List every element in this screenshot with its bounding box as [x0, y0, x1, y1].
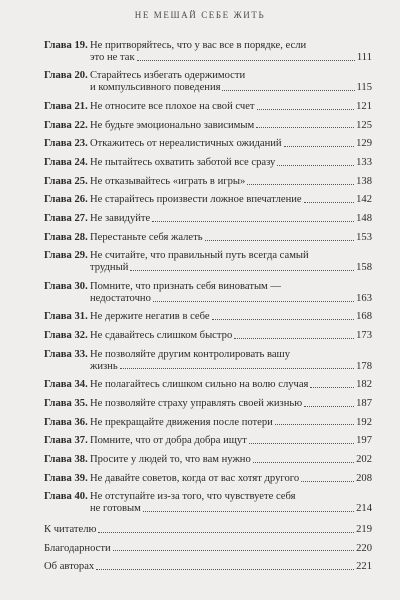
- chapter-label: [44, 101, 90, 113]
- back-matter-title: К читателю: [44, 523, 97, 535]
- toc-entry: [44, 82, 372, 94]
- chapter-word: Глава: [44, 231, 72, 243]
- chapter-word: Глава: [44, 472, 72, 484]
- toc-entry-main: [44, 293, 356, 305]
- chapter-title: жизнь: [90, 360, 118, 372]
- chapter-title: Просите у людей то, что вам нужно: [90, 454, 251, 466]
- toc-entry: [44, 101, 372, 113]
- toc-entry-main: [44, 330, 356, 342]
- page-number: 133: [356, 157, 372, 169]
- chapter-number: 31.: [74, 311, 88, 323]
- chapter-label: [44, 491, 90, 503]
- chapter-number: 33.: [74, 348, 88, 360]
- chapter-label: [44, 70, 90, 82]
- chapter-title: Не позволяйте страху управлять своей жизнью: [90, 397, 303, 409]
- chapter-word: Глава: [44, 348, 72, 360]
- chapter-number: 29.: [74, 250, 88, 262]
- chapter-word: Глава: [44, 100, 72, 112]
- chapter-title: и компульсивного поведения: [90, 82, 221, 94]
- chapter-label: [44, 361, 90, 373]
- page-number: 173: [356, 330, 372, 342]
- toc-entry: [44, 250, 372, 262]
- toc-entry: [44, 473, 372, 485]
- chapter-number: 35.: [74, 397, 88, 409]
- toc-entry: [44, 120, 372, 132]
- dot-leader: [249, 435, 354, 444]
- page-number: 115: [356, 82, 372, 94]
- chapter-label: [44, 398, 90, 410]
- chapter-number: 25.: [74, 175, 88, 187]
- chapter-title: Не считайте, что правильный путь всегда самый: [90, 250, 309, 262]
- dot-leader: [284, 138, 355, 147]
- toc-entry-main: [44, 120, 356, 132]
- page-number: 214: [356, 503, 372, 515]
- toc-entry-main: [44, 561, 356, 573]
- chapter-word: Глава: [44, 435, 72, 447]
- chapter-label: [44, 262, 90, 274]
- chapter-number: 34.: [74, 379, 88, 391]
- toc-entry: [44, 70, 372, 82]
- page-number: 187: [356, 397, 372, 409]
- toc-entry-main: [44, 454, 356, 466]
- dot-leader: [247, 176, 354, 185]
- page-number: 208: [356, 472, 372, 484]
- dot-leader: [137, 52, 355, 61]
- toc-entry: [44, 213, 372, 225]
- chapter-word: Глава: [44, 119, 72, 131]
- chapter-word: Глава: [44, 416, 72, 428]
- page-number: 158: [356, 262, 372, 274]
- chapter-word: Глава: [44, 157, 72, 169]
- back-matter-title: Благодарности: [44, 542, 111, 554]
- chapter-label: [44, 473, 90, 485]
- chapter-number: 23.: [74, 138, 88, 150]
- dot-leader: [304, 398, 354, 407]
- page-number: 121: [356, 100, 372, 112]
- chapter-label: [44, 293, 90, 305]
- back-matter-entry: [44, 543, 372, 555]
- chapter-title: Не будьте эмоционально зависимым: [90, 119, 255, 131]
- chapter-word: Глава: [44, 70, 72, 82]
- chapter-word: Глава: [44, 311, 72, 323]
- toc-entry-main: [44, 176, 356, 188]
- page-number: 125: [356, 119, 372, 131]
- toc-entry-main: [44, 250, 372, 262]
- toc-entry-main: [44, 361, 356, 373]
- chapter-label: [44, 435, 90, 447]
- toc-entry-main: [44, 435, 356, 447]
- chapter-label: [44, 82, 90, 94]
- page-number: 202: [356, 454, 372, 466]
- chapter-number: 37.: [74, 435, 88, 447]
- toc-entry-main: [44, 311, 356, 323]
- chapter-label: [44, 176, 90, 188]
- page-number: 163: [356, 292, 372, 304]
- dot-leader: [205, 232, 355, 241]
- chapter-label: [44, 232, 90, 244]
- chapter-title: Не пытайтесь охватить заботой все сразу: [90, 157, 276, 169]
- chapter-word: Глава: [44, 40, 72, 51]
- chapter-number: 40.: [74, 491, 88, 503]
- toc-entry-main: [44, 82, 357, 94]
- toc-entry: [44, 330, 372, 342]
- chapter-label: [44, 120, 90, 132]
- page-number: 129: [356, 138, 372, 150]
- toc-entry-main: [44, 398, 356, 410]
- page-number: 178: [356, 360, 372, 372]
- page-number: 168: [356, 311, 372, 323]
- dot-leader: [277, 157, 354, 166]
- chapter-number: 21.: [74, 100, 88, 112]
- page-number: 148: [356, 213, 372, 225]
- chapter-word: Глава: [44, 175, 72, 187]
- chapter-number: 24.: [74, 157, 88, 169]
- dot-leader: [98, 524, 354, 533]
- chapter-word: Глава: [44, 280, 72, 292]
- toc-entry: [44, 349, 372, 361]
- toc-entry-main: [44, 138, 356, 150]
- toc-entry-main: [44, 40, 372, 52]
- chapter-label: [44, 379, 90, 391]
- page-number: 220: [356, 542, 372, 554]
- dot-leader: [253, 454, 354, 463]
- dot-leader: [130, 262, 354, 271]
- chapter-label: [44, 281, 90, 293]
- toc-entry-main: [44, 503, 356, 515]
- dot-leader: [275, 417, 354, 426]
- toc-entry-main: [44, 213, 356, 225]
- chapter-label: [44, 194, 90, 206]
- dot-leader: [256, 120, 354, 129]
- chapter-number: 32.: [74, 330, 88, 342]
- chapter-title: Не отступайте из-за того, что чувствуете себя: [90, 491, 296, 503]
- toc-entry: [44, 52, 372, 64]
- page-number: 192: [356, 416, 372, 428]
- dot-leader: [212, 311, 355, 320]
- toc-entry-main: [44, 52, 357, 64]
- toc-entry-main: [44, 379, 356, 391]
- chapter-title: не готовым: [90, 503, 141, 515]
- dot-leader: [257, 101, 355, 110]
- chapter-label: [44, 250, 90, 262]
- toc-entry: [44, 232, 372, 244]
- chapter-word: Глава: [44, 397, 72, 409]
- toc-entry: [44, 293, 372, 305]
- toc-entry: [44, 398, 372, 410]
- chapter-word: Глава: [44, 491, 72, 503]
- toc-entry-main: [44, 101, 356, 113]
- toc-entry: [44, 176, 372, 188]
- toc-entry: [44, 435, 372, 447]
- dot-leader: [234, 330, 354, 339]
- toc-entry: [44, 491, 372, 503]
- chapter-word: Глава: [44, 213, 72, 225]
- page-number: 153: [356, 231, 372, 243]
- dot-leader: [143, 503, 354, 512]
- toc-entry-main: [44, 70, 372, 82]
- chapter-label: [44, 213, 90, 225]
- dot-leader: [304, 194, 354, 203]
- dot-leader: [113, 543, 354, 552]
- chapter-word: Глава: [44, 330, 72, 342]
- back-matter-title: Об авторах: [44, 561, 95, 573]
- chapter-title: Помните, что признать себя виноватым —: [90, 280, 282, 292]
- chapter-title: это не так: [90, 51, 135, 63]
- toc-entry: [44, 379, 372, 391]
- toc-entry: [44, 194, 372, 206]
- chapter-title: Не полагайтесь слишком сильно на волю случая: [90, 379, 309, 391]
- toc-entry: [44, 454, 372, 466]
- chapter-title: Не держите негатив в себе: [90, 311, 210, 323]
- back-matter-entry: [44, 561, 372, 573]
- dot-leader: [301, 473, 354, 482]
- chapter-title: Откажитесь от нереалистичных ожиданий: [90, 138, 282, 150]
- chapter-title: Помните, что от добра добра ищут: [90, 435, 247, 447]
- chapter-number: 38.: [74, 454, 88, 466]
- chapter-label: [44, 311, 90, 323]
- chapter-title: Не отказывайтесь «играть в игры»: [90, 175, 246, 187]
- toc-entry-main: [44, 417, 356, 429]
- dot-leader: [96, 561, 354, 570]
- chapter-title: Не позволяйте другим контролировать вашу: [90, 348, 291, 360]
- chapter-number: 30.: [74, 280, 88, 292]
- chapter-title: Не давайте советов, когда от вас хотят другого: [90, 472, 300, 484]
- dot-leader: [310, 379, 354, 388]
- chapter-label: [44, 503, 90, 515]
- page-number: 111: [356, 51, 372, 63]
- toc-entry: [44, 311, 372, 323]
- toc-entry: [44, 503, 372, 515]
- page-number: 142: [356, 194, 372, 206]
- toc-entry-main: [44, 491, 372, 503]
- toc-entry-main: [44, 473, 356, 485]
- dot-leader: [152, 213, 354, 222]
- toc-entry-main: [44, 262, 356, 274]
- chapter-label: [44, 454, 90, 466]
- chapter-number: 19.: [74, 40, 88, 51]
- toc-entry: [44, 157, 372, 169]
- chapter-label: [44, 138, 90, 150]
- chapter-title: Не притворяйтесь, что у вас все в порядке, если: [90, 40, 307, 51]
- chapter-title: трудный: [90, 262, 129, 274]
- toc-entry: [44, 361, 372, 373]
- toc-entry-main: [44, 543, 356, 555]
- chapter-number: 26.: [74, 194, 88, 206]
- toc-entry-main: [44, 349, 372, 361]
- chapter-number: 39.: [74, 472, 88, 484]
- toc-entry: [44, 281, 372, 293]
- page-number: 219: [356, 523, 372, 535]
- page-number: 182: [356, 379, 372, 391]
- page-number: 221: [356, 561, 372, 573]
- chapter-number: 36.: [74, 416, 88, 428]
- chapter-label: [44, 330, 90, 342]
- toc-entry-main: [44, 281, 372, 293]
- chapter-word: Глава: [44, 379, 72, 391]
- toc-entry-main: [44, 232, 356, 244]
- back-matter-entry: [44, 524, 372, 536]
- chapter-title: Не относите все плохое на свой счет: [90, 100, 255, 112]
- chapter-title: Перестаньте себя жалеть: [90, 231, 203, 243]
- chapter-title: Не старайтесь произвести ложное впечатление: [90, 194, 302, 206]
- chapter-title: Не завидуйте: [90, 213, 151, 225]
- chapter-label: [44, 349, 90, 361]
- chapter-word: Глава: [44, 138, 72, 150]
- toc-entry: [44, 40, 372, 52]
- toc-entry: [44, 417, 372, 429]
- toc-entry-main: [44, 157, 356, 169]
- dot-leader: [153, 293, 354, 302]
- chapter-number: 28.: [74, 231, 88, 243]
- chapter-number: 20.: [74, 70, 88, 82]
- chapter-number: 27.: [74, 213, 88, 225]
- toc-entry-main: [44, 194, 356, 206]
- chapter-label: [44, 157, 90, 169]
- chapter-number: 22.: [74, 119, 88, 131]
- table-of-contents: [44, 40, 372, 580]
- toc-entry-main: [44, 524, 356, 536]
- chapter-title: Старайтесь избегать одержимости: [90, 70, 246, 82]
- chapter-title: Не сдавайтесь слишком быстро: [90, 330, 233, 342]
- page-number: 197: [356, 435, 372, 447]
- chapter-title: недостаточно: [90, 292, 151, 304]
- page-number: 138: [356, 175, 372, 187]
- chapter-title: Не прекращайте движения после потери: [90, 416, 273, 428]
- chapter-word: Глава: [44, 250, 72, 262]
- toc-entry: [44, 262, 372, 274]
- running-title: НЕ МЕШАЙ СЕБЕ ЖИТЬ: [134, 10, 266, 20]
- chapter-label: [44, 40, 90, 52]
- dot-leader: [120, 361, 354, 370]
- chapter-label: [44, 52, 90, 64]
- toc-entry: [44, 138, 372, 150]
- chapter-label: [44, 417, 90, 429]
- chapter-word: Глава: [44, 194, 72, 206]
- chapter-word: Глава: [44, 454, 72, 466]
- dot-leader: [222, 82, 354, 91]
